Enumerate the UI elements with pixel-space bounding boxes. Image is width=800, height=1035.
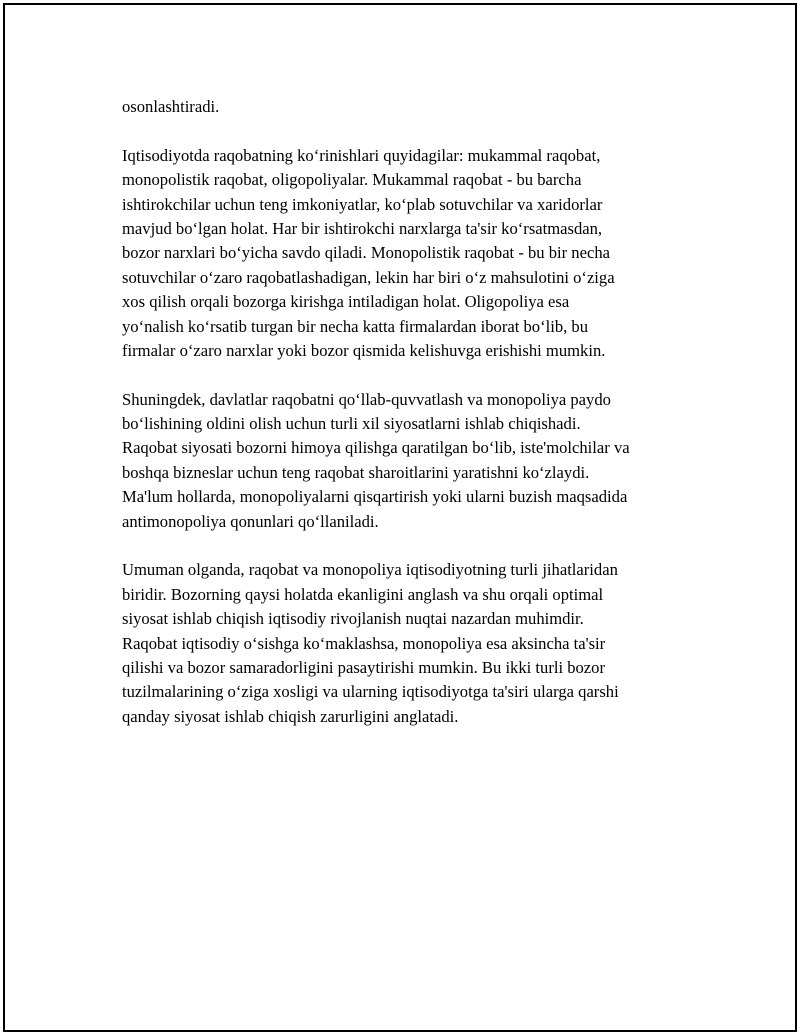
text-line: qanday siyosat ishlab chiqish zarurligini anglatadi. xyxy=(122,706,459,726)
paragraph xyxy=(122,144,712,364)
text-line: Iqtisodiyotda raqobatning ko‘rinishlari quyidagilar: mukammal raqobat, xyxy=(122,145,601,165)
text-line: sotuvchilar o‘zaro raqobatlashadigan, lekin har biri o‘z mahsulotini o‘ziga xyxy=(122,267,615,287)
page-frame xyxy=(3,3,797,1032)
text-line: boshqa bizneslar uchun teng raqobat sharoitlarini yaratishni ko‘zlaydi. xyxy=(122,462,590,482)
text-line: antimonopoliya qonunlari qo‘llaniladi. xyxy=(122,511,379,531)
text-line: mavjud bo‘lgan holat. Har bir ishtirokchi narxlarga ta'sir ko‘rsatmasdan, xyxy=(122,218,603,238)
text-line: bozor narxlari bo‘yicha savdo qiladi. Monopolistik raqobat - bu bir necha xyxy=(122,243,611,263)
text-line: yo‘nalish ko‘rsatib turgan bir necha katta firmalardan iborat bo‘lib, bu xyxy=(122,316,589,336)
text-line: siyosat ishlab chiqish iqtisodiy rivojlanish nuqtai nazardan muhimdir. xyxy=(122,609,584,629)
text-line: qilishi va bozor samaradorligini pasaytirishi mumkin. Bu ikki turli bozor xyxy=(122,657,605,677)
text-line: Ma'lum hollarda, monopoliyalarni qisqartirish yoki ularni buzish maqsadida xyxy=(122,487,628,507)
text-line: Raqobat siyosati bozorni himoya qilishga qaratilgan bo‘lib, iste'molchilar va xyxy=(122,438,630,458)
document-body xyxy=(122,95,712,754)
text-line: bo‘lishining oldini olish uchun turli xil siyosatlarni ishlab chiqishadi. xyxy=(122,414,581,434)
text-line: tuzilmalarining o‘ziga xosligi va ularning iqtisodiyotga ta'siri ularga qarshi xyxy=(122,682,619,702)
paragraph xyxy=(122,388,712,534)
text-line: firmalar o‘zaro narxlar yoki bozor qismida kelishuvga erishishi mumkin. xyxy=(122,340,606,360)
paragraph xyxy=(122,558,712,729)
text-line: biridir. Bozorning qaysi holatda ekanligini anglash va shu orqali optimal xyxy=(122,584,604,604)
text-line: osonlashtiradi. xyxy=(122,97,220,116)
text-line: Umuman olganda, raqobat va monopoliya iqtisodiyotning turli jihatlaridan xyxy=(122,560,618,580)
text-line: monopolistik raqobat, oligopoliyalar. Mukammal raqobat - bu barcha xyxy=(122,170,582,190)
text-line: Raqobat iqtisodiy o‘sishga ko‘maklashsa, monopoliya esa aksincha ta'sir xyxy=(122,633,606,653)
text-line: ishtirokchilar uchun teng imkoniyatlar, ko‘plab sotuvchilar va xaridorlar xyxy=(122,194,603,214)
text-line: xos qilish orqali bozorga kirishga intiladigan holat. Oligopoliya esa xyxy=(122,292,570,312)
paragraph xyxy=(122,95,712,119)
text-line: Shuningdek, davlatlar raqobatni qo‘llab-quvvatlash va monopoliya paydo xyxy=(122,389,611,409)
